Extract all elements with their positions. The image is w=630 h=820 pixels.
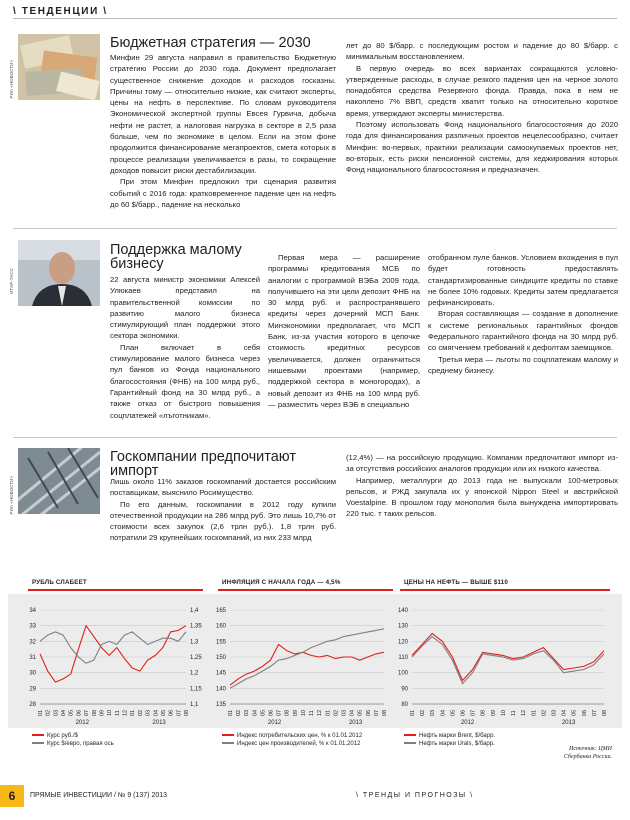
paragraph: Третья мера — льготы по соцплатежам малому и среднему бизнесу.	[428, 354, 618, 375]
chart-legend	[32, 732, 114, 748]
legend-item	[32, 732, 114, 740]
x-tick-label: 08	[480, 709, 487, 716]
article-photo-money	[18, 34, 100, 100]
x-tick-label: 01	[228, 709, 234, 716]
x-tick-label: 02	[45, 709, 52, 716]
legend-swatch	[404, 734, 416, 736]
y-tick-label: 28	[29, 702, 36, 708]
x-tick-label: 08	[602, 709, 608, 716]
source-line: Сбербанка России.	[563, 754, 612, 760]
legend-swatch	[32, 742, 44, 744]
paragraph: Минфин 29 августа направил в правительство Бюджетную стратегию России до 2030 года. Документ предполагает существенное снижение доходов и расходов госказны. Причины тому — относительно низкие, как считают эксперты, цены на нефть в перспективе. По словам руководителя Экономической экспертной группы Евсея Гурвича, добыча нефти не растет, а налоговая нагрузка в секторе в 2,5 раза больше, чем по экономике в целом. Если на этом фоне продолжится финансирование мегапроектов, смета которых в процессе реализации увеличивается в разы, то сокращение доходов повысит риски дестабилизации.	[110, 53, 336, 175]
year-label: 2013	[561, 720, 576, 726]
y-tick-label: 32	[29, 639, 36, 646]
article-divider	[13, 228, 617, 229]
x-tick-label: 03	[341, 709, 348, 716]
paragraph: отобранном пуле банков. Условием вхождения в пул будет готовность предоставлять стандартизированные синдиците кредиты по ставке не более 10% годовых. Кредиты затем предлагается рефинансировать.	[428, 253, 618, 308]
y-right-tick-label: 1,4	[190, 608, 199, 614]
y-tick-label: 140	[397, 608, 408, 614]
y-tick-label: 33	[29, 623, 36, 630]
year-label: 2012	[460, 720, 475, 726]
photo-credit: РИА «НОВОСТИ»	[9, 476, 14, 515]
x-tick-label: 12	[521, 709, 528, 716]
series-line	[412, 637, 604, 684]
y-tick-label: 31	[29, 655, 36, 661]
paragraph: План включает в себя стимулирование малого бизнеса через пул банков из Фонда национального благосостояния (ФНБ) на 100 млрд руб., Гарантийный фонд на 30 млрд руб., а также отказ от быстрого повышения соцплатежей «лъготникам».	[110, 342, 260, 420]
section-header: \ ТЕНДЕНЦИИ \	[13, 6, 108, 17]
y-tick-label: 34	[29, 608, 36, 614]
legend-swatch	[32, 734, 44, 736]
x-tick-label: 01	[38, 709, 44, 716]
x-tick-label: 08	[284, 709, 291, 716]
paragraph: лет до 80 $/барр. с последующим ростом и падение до 80 $/барр. с минимальным восстановлением.	[346, 41, 618, 62]
legend-item	[222, 740, 362, 748]
legend-label: Нефть марки Brent, $/барр.	[419, 733, 496, 739]
photo-credit: ИТАР-ТАСС	[9, 268, 14, 294]
photo-credit: РИА «НОВОСТИ»	[9, 60, 14, 99]
x-tick-label: 06	[268, 709, 275, 716]
x-tick-label: 05	[68, 709, 75, 716]
chart-title: ЦЕНЫ НА НЕФТЬ — ВЫШЕ $110	[404, 579, 509, 586]
header-rule	[13, 18, 617, 19]
x-tick-label: 04	[61, 709, 68, 716]
x-tick-label: 04	[252, 709, 259, 716]
footer-section: \ ТРЕНДЫ И ПРОГНОЗЫ \	[356, 792, 474, 799]
series-line	[40, 632, 186, 663]
x-tick-label: 07	[373, 709, 380, 716]
legend-label: Индекс цен производителей, % к 01.01.2012	[237, 741, 361, 747]
page-number: 6	[0, 785, 24, 807]
x-tick-label: 11	[309, 710, 316, 716]
magazine-title: ПРЯМЫЕ ИНВЕСТИЦИИ / № 9 (137) 2013	[30, 792, 168, 799]
x-tick-label: 05	[450, 709, 457, 716]
article-column	[428, 252, 618, 376]
y-tick-label: 80	[401, 702, 408, 708]
y-tick-label: 29	[29, 686, 36, 693]
legend-label: Курс $/евро, правая ось	[47, 741, 114, 747]
x-tick-label: 09	[490, 709, 497, 716]
x-tick-label: 04	[349, 709, 356, 716]
x-tick-label: 11	[114, 710, 121, 716]
source-note	[540, 745, 612, 761]
year-label: 2012	[75, 720, 89, 726]
legend-label: Индекс потребительских цен, % к 01.01.2012	[237, 733, 363, 739]
year-label: 2012	[267, 720, 282, 726]
y-tick-label: 30	[29, 670, 36, 677]
chart-title: РУБЛЬ СЛАБЕЕТ	[32, 579, 87, 586]
x-tick-label: 06	[581, 709, 588, 716]
chart-legend	[404, 732, 495, 748]
y-tick-label: 145	[215, 670, 226, 677]
paragraph: При этом Минфин предложил три сценария развития событий с 2016 года: кратковременное падение цен на нефть до 60 $/барр., падение на несколько	[110, 177, 336, 209]
x-tick-label: 12	[122, 709, 129, 716]
legend-label: Нефть марки Urals, $/барр.	[419, 741, 495, 747]
x-tick-label: 04	[153, 709, 160, 716]
year-label: 2013	[152, 720, 166, 726]
y-tick-label: 150	[215, 655, 226, 661]
chart-legend	[222, 732, 362, 748]
paragraph: (12,4%) — на российскую продукцию. Компании предпочитают импорт из-за отсутствия российских аналогов продукции или их низкого качества.	[346, 453, 618, 474]
y-tick-label: 120	[397, 639, 408, 646]
x-tick-label: 10	[107, 709, 114, 716]
y-right-tick-label: 1,3	[190, 639, 199, 646]
legend-item	[404, 732, 495, 740]
article-divider	[13, 437, 617, 438]
x-tick-label: 03	[551, 709, 558, 716]
x-tick-label: 01	[325, 709, 332, 716]
legend-item	[222, 732, 362, 740]
y-tick-label: 110	[398, 655, 408, 661]
x-tick-label: 05	[357, 709, 364, 716]
x-tick-label: 08	[91, 709, 98, 716]
legend-swatch	[222, 734, 234, 736]
article-photo-rails	[18, 448, 100, 514]
series-line	[230, 645, 384, 686]
y-tick-label: 165	[215, 608, 226, 614]
x-tick-label: 07	[84, 709, 91, 716]
article-column	[346, 452, 618, 520]
x-tick-label: 03	[53, 709, 60, 716]
article-title: Бюджетная стратегия — 2030	[110, 35, 311, 51]
x-tick-label: 07	[591, 709, 598, 716]
source-line: Источник: ЦМИ	[569, 746, 612, 752]
paragraph: Вторая составляющая — создание в дополнение к системе региональных гарантийных фондов Федерального гарантийного фонда на 30 млрд руб. со смягчением требований к дефолтам заемщиков.	[428, 309, 618, 353]
legend-swatch	[404, 742, 416, 744]
y-tick-label: 160	[215, 623, 226, 630]
x-tick-label: 03	[244, 709, 251, 716]
series-line	[230, 629, 384, 689]
x-tick-label: 03	[430, 709, 437, 716]
x-tick-label: 05	[160, 709, 167, 716]
x-tick-label: 10	[500, 709, 507, 716]
chart-title-rule	[218, 589, 393, 591]
y-right-tick-label: 1,25	[190, 655, 202, 661]
x-tick-label: 06	[460, 709, 467, 716]
x-tick-label: 01	[531, 709, 538, 716]
paragraph: Например, металлурги до 2013 года не выпускали 100-метровых рельсов, и РЖД закупала их у японской Nippon Steel и австрийской Voestalpine. В прошлом году монополия была вынуждена импортировать 220 тыс. т таких рельсов.	[346, 475, 618, 519]
x-tick-label: 06	[76, 709, 83, 716]
y-right-tick-label: 1,1	[190, 702, 199, 708]
paragraph: В первую очередь во всех вариантах сокращаются условно-утвержденные расходы, в случае резкого падения цен на черное золото понадобятся средства Резервного фонда. Правда, пока в нем не накоплено 7% ВВП, средств хватит только на относительно короткое время, утверждают эксперты министерства.	[346, 63, 618, 118]
x-tick-label: 02	[420, 709, 427, 716]
article-title: Поддержка малому бизнесу	[110, 242, 242, 272]
x-tick-label: 02	[236, 709, 243, 716]
x-tick-label: 07	[276, 709, 283, 716]
paragraph: 22 августа министр экономики Алексей Улюкаев представил на правительственной комиссии по развитию малого бизнеса стимулирующий план поддержки этого сектора экономики.	[110, 275, 260, 341]
x-tick-label: 01	[410, 709, 416, 716]
article-photo-minister	[18, 240, 100, 306]
x-tick-label: 06	[365, 709, 372, 716]
paragraph: Первая мера — расширение программы кредитования МСБ по аналогии с программой ВЭБа 2009 года, получившего на эти цели депозит ФНБ на 30 млрд руб. и распространявшего кредиты через дочерний МСП Банк. Минэкономики предполагает, что МСП Банк, из-за участия которого в цепочке стоимость кредитных ресурсов увеличивается, должен ограничиться нишевыми проектами (например, поддержкой сектора в моногородах), а новый депозит из ФНБ на 100 млрд руб. — разместить через ВЭБ в специально	[268, 253, 420, 409]
x-tick-label: 10	[300, 709, 307, 716]
article-title: Госкомпании предпочитают импорт	[110, 449, 297, 479]
article-column	[268, 252, 420, 410]
year-label: 2013	[348, 720, 363, 726]
article-column	[110, 52, 336, 210]
y-tick-label: 155	[215, 639, 226, 646]
x-tick-label: 03	[145, 709, 152, 716]
paragraph: Поэтому использовать Фонд национального благосостояния до 2020 года для финансирования различных проектов нецелесообразно, считает Минфин: во-первых, практики реализации самоокупаемых проектов нет, во-вторых, есть риски пенсионной системы, для хеджирования которых Фонд национального благосостояния и предназначен.	[346, 120, 618, 175]
article-column	[346, 40, 618, 176]
chart-title-rule	[400, 589, 610, 591]
x-tick-label: 05	[260, 709, 267, 716]
legend-item	[32, 740, 114, 748]
x-tick-label: 09	[99, 709, 106, 716]
paragraph: По его данным, госкомпании в 2012 году купили отечественной продукции на 286 млрд руб. Это лишь 10,7% от стоимости всех закупок (2,6 трлн руб.). 1,8 трлн руб. потратили 29 крупнейших госкомпаний, из них 233 млрд	[110, 499, 336, 543]
x-tick-label: 01	[130, 709, 137, 716]
x-tick-label: 12	[317, 709, 324, 716]
y-tick-label: 140	[215, 686, 226, 693]
x-tick-label: 08	[184, 709, 190, 716]
x-tick-label: 05	[571, 709, 578, 716]
legend-item	[404, 740, 495, 748]
x-tick-label: 07	[470, 709, 477, 716]
chart-title: ИНФЛЯЦИЯ С НАЧАЛА ГОДА — 4,5%	[222, 579, 341, 586]
paragraph: Лишь около 11% заказов госкомпаний достается российским поставщикам, выяснило Росимущество.	[110, 477, 336, 498]
legend-swatch	[222, 742, 234, 744]
chart-title-rule	[28, 589, 203, 591]
y-tick-label: 90	[401, 686, 408, 693]
x-tick-label: 11	[511, 710, 518, 716]
x-tick-label: 09	[292, 709, 299, 716]
x-tick-label: 02	[333, 709, 340, 716]
x-tick-label: 07	[176, 709, 183, 716]
x-tick-label: 04	[561, 709, 568, 716]
x-tick-label: 08	[382, 709, 388, 716]
y-tick-label: 130	[397, 623, 408, 630]
charts-svg	[0, 594, 630, 728]
x-tick-label: 06	[168, 709, 175, 716]
y-right-tick-label: 1,15	[190, 686, 202, 693]
x-tick-label: 02	[137, 709, 144, 716]
y-right-tick-label: 1,35	[190, 623, 202, 630]
x-tick-label: 02	[541, 709, 548, 716]
y-tick-label: 100	[397, 670, 408, 677]
x-tick-label: 04	[440, 709, 447, 716]
y-tick-label: 135	[215, 702, 226, 708]
article-column	[110, 274, 260, 421]
article-column	[110, 476, 336, 544]
y-right-tick-label: 1,2	[190, 670, 199, 677]
legend-label: Курс руб./$	[47, 733, 78, 739]
